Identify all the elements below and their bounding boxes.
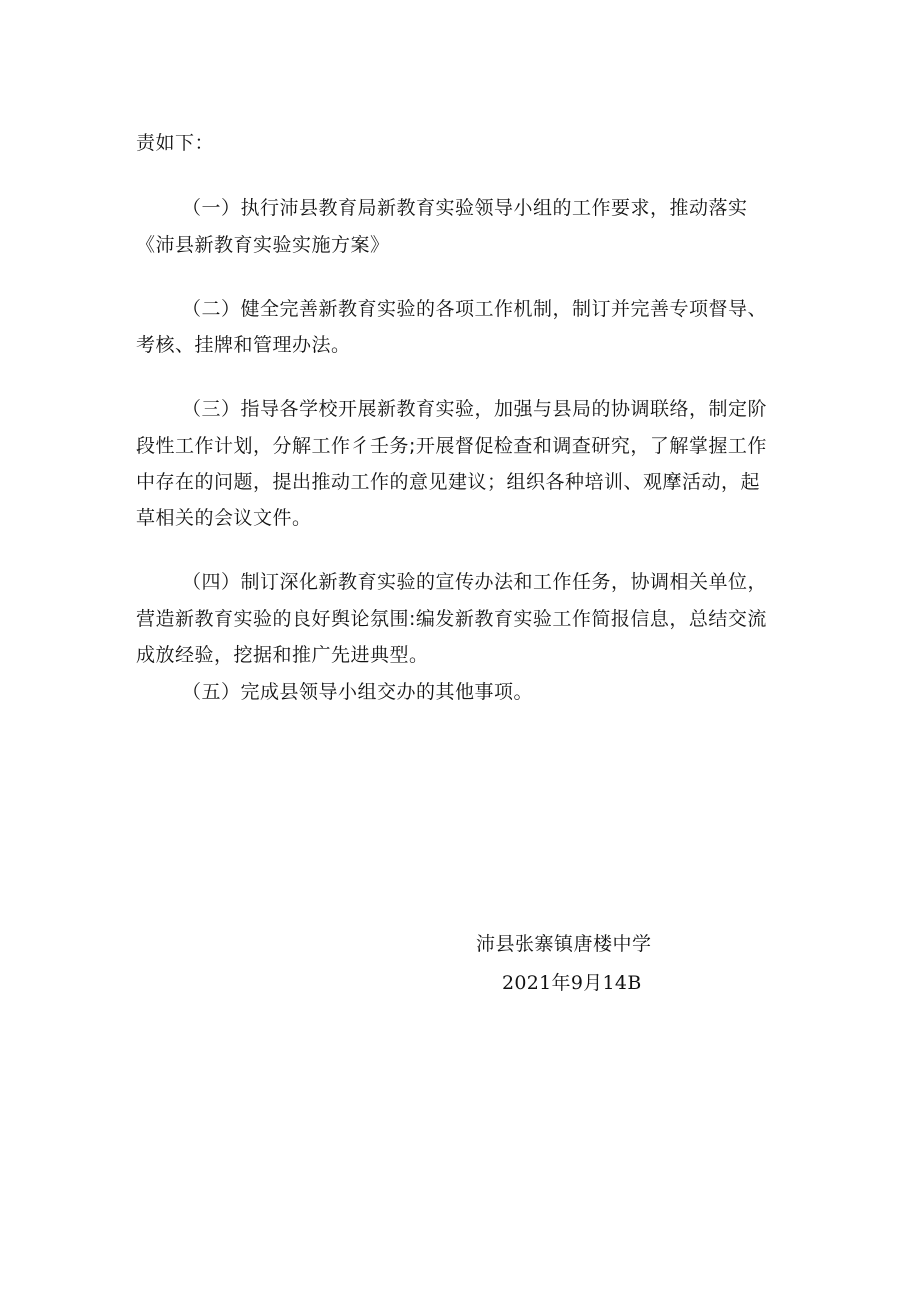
item-3-line-3: 中存在的问题，提出推动工作的意见建议；组织各种培训、观摩活动，起	[136, 471, 761, 493]
item-4-line-3: 成放经验，挖据和推广先进典型。	[136, 644, 429, 666]
item-5-line-1: （五）完成县领导小组交办的其他事项。	[182, 681, 534, 703]
signature-organization: 沛县张寨镇唐楼中学	[476, 933, 652, 955]
item-2-line-2: 考核、挂牌和管理办法。	[136, 334, 351, 356]
item-1-line-2: 《沛县新教育实验实施方案》	[136, 234, 390, 256]
item-3-line-1: （三）指导各学校开展新教育实验，加强与县局的协调联络，制定阶	[182, 398, 768, 420]
item-3-line-2: 段性工作计划，分解工作彳壬务;开展督促检查和调查研究，了解掌握工作	[136, 435, 767, 457]
item-1-line-1: （一）执行沛县教育局新教育实验领导小组的工作要求，推动落实	[182, 197, 748, 219]
intro-line: 责如下：	[136, 132, 215, 154]
item-4-line-2: 营造新教育实验的良好舆论氛围:编发新教育实验工作简报信息，总结交流	[136, 608, 767, 630]
item-4-line-1: （四）制订深化新教育实验的宣传办法和工作任务，协调相关单位，	[182, 571, 768, 593]
item-2-line-1: （二）健全完善新教育实验的各项工作机制，制订并完善专项督导、	[182, 298, 768, 320]
signature-date: 2021年9月14B	[502, 972, 642, 994]
item-3-line-4: 草相关的会议文件。	[136, 507, 312, 529]
